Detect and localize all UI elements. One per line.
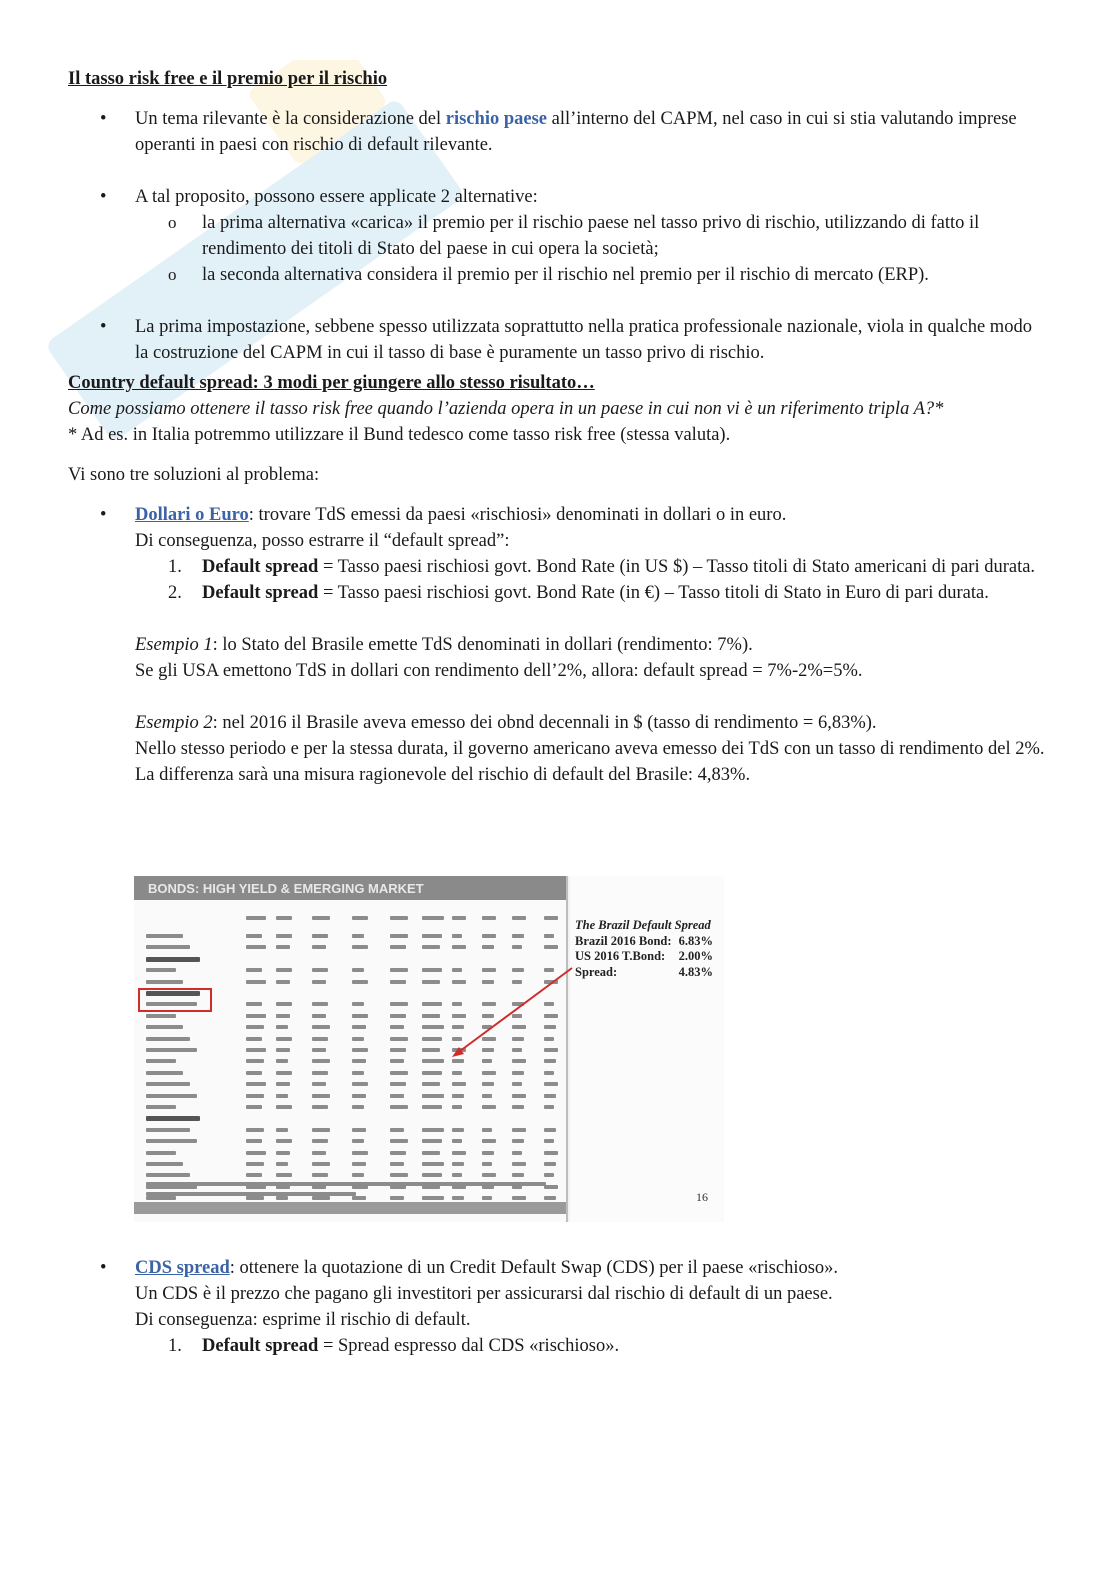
bond-table-figure: [134, 876, 724, 1222]
bullet-icon: •: [100, 317, 107, 337]
link-cds-spread[interactable]: CDS spread: [135, 1258, 230, 1278]
circle-bullet-icon: o: [168, 213, 177, 232]
example-block: Esempio 2: nel 2016 il Brasile aveva emesso dei obnd decennali in $ (tasso di rendimento = 6,83%). Nello stesso periodo e per la stessa durata, il governo americano aveva emesso dei TdS con un tasso di rendimento del 2%. La differenza sarà una misura ragionevole del rischio di default del Brasile: 4,83%.: [135, 713, 1045, 785]
section-title: Il tasso risk free e il premio per il rischio: [68, 69, 388, 89]
intro-text: Vi sono tre soluzioni al problema:: [68, 465, 320, 485]
spread-value: 4.83%: [678, 964, 713, 979]
numbered-item: 1. Default spread = Tasso paesi rischiosi govt. Bond Rate (in US $) – Tasso titoli di Stato americani di pari durata.: [168, 557, 1036, 577]
us-bond-rate: 2.00%: [678, 949, 713, 963]
section-title: Country default spread: 3 modi per giungere allo stesso risultato…: [68, 373, 595, 393]
sub-bullet-item: o la seconda alternativa considera il premio per il rischio nel premio per il rischio di mercato (ERP).: [68, 262, 1048, 288]
bullet-icon: •: [100, 1258, 107, 1278]
circle-bullet-icon: o: [168, 265, 177, 284]
spread-summary-panel: The Brazil Default Spread Brazil 2016 Bond: 6.83% US 2016 T.Bond: 2.00% Spread: 4.83% 16: [570, 876, 724, 1222]
bullet-item: • Dollari o Euro: trovare TdS emessi da paesi «rischiosi» denominati in dollari o in euro. Di conseguenza, posso estrarre il “default spread”:: [68, 502, 1048, 554]
bullet-icon: •: [100, 109, 107, 129]
cds-section: [68, 1255, 1048, 1359]
slide-number: 16: [696, 1190, 708, 1204]
numbered-item: 2. Default spread = Tasso paesi rischiosi govt. Bond Rate (in €) – Tasso titoli di Stato in Euro di pari durata.: [168, 583, 989, 603]
table-title: BONDS: HIGH YIELD & EMERGING MARKET: [134, 876, 566, 900]
bullet-item: • La prima impostazione, sebbene spesso utilizzata soprattutto nella pratica professionale nazionale, viola in qualche modo la costruzione del CAPM in cui il tasso di base è puramente un tasso privo di rischio.: [68, 314, 1048, 366]
numbered-item: 1. Default spread = Spread espresso dal CDS «rischioso».: [168, 1336, 620, 1356]
link-dollari-euro[interactable]: Dollari o Euro: [135, 505, 249, 525]
bullet-icon: •: [100, 187, 107, 207]
bullet-item: • CDS spread: ottenere la quotazione di un Credit Default Swap (CDS) per il paese «rischioso». Un CDS è il prezzo che pagano gli investitori per assicurarsi dal rischio di default di un paese. Di conseguenza: esprime il rischio di default.: [68, 1255, 1048, 1333]
footnote-text: * Ad es. in Italia potremmo utilizzare il Bund tedesco come tasso risk free (stessa valuta).: [68, 425, 731, 445]
summary-title: The Brazil Default Spread: [575, 918, 711, 932]
highlight-term: rischio paese: [445, 109, 547, 129]
bullet-item: • A tal proposito, possono essere applicate 2 alternative:: [68, 184, 1048, 210]
document-body: [68, 66, 1048, 788]
bullet-item: • Un tema rilevante è la considerazione del rischio paese all’interno del CAPM, nel caso in cui si stia valutando imprese operanti in paesi con rischio di default rilevante.: [68, 106, 1048, 158]
sub-bullet-item: o la prima alternativa «carica» il premio per il rischio paese nel tasso privo di rischio, utilizzando di fatto il rendimento dei titoli di Stato del paese in cui opera la società;: [68, 210, 1048, 262]
bullet-icon: •: [100, 505, 107, 525]
brazil-bond-rate: 6.83%: [678, 933, 713, 948]
arrow-icon: [134, 876, 724, 1222]
question-text: Come possiamo ottenere il tasso risk free quando l’azienda opera in un paese in cui non vi è un riferimento tripla A?*: [68, 399, 944, 419]
example-block: Esempio 1: lo Stato del Brasile emette TdS denominati in dollari (rendimento: 7%). Se gli USA emettono TdS in dollari con rendimento dell’2%, allora: default spread = 7%-2%=5%.: [135, 635, 863, 681]
